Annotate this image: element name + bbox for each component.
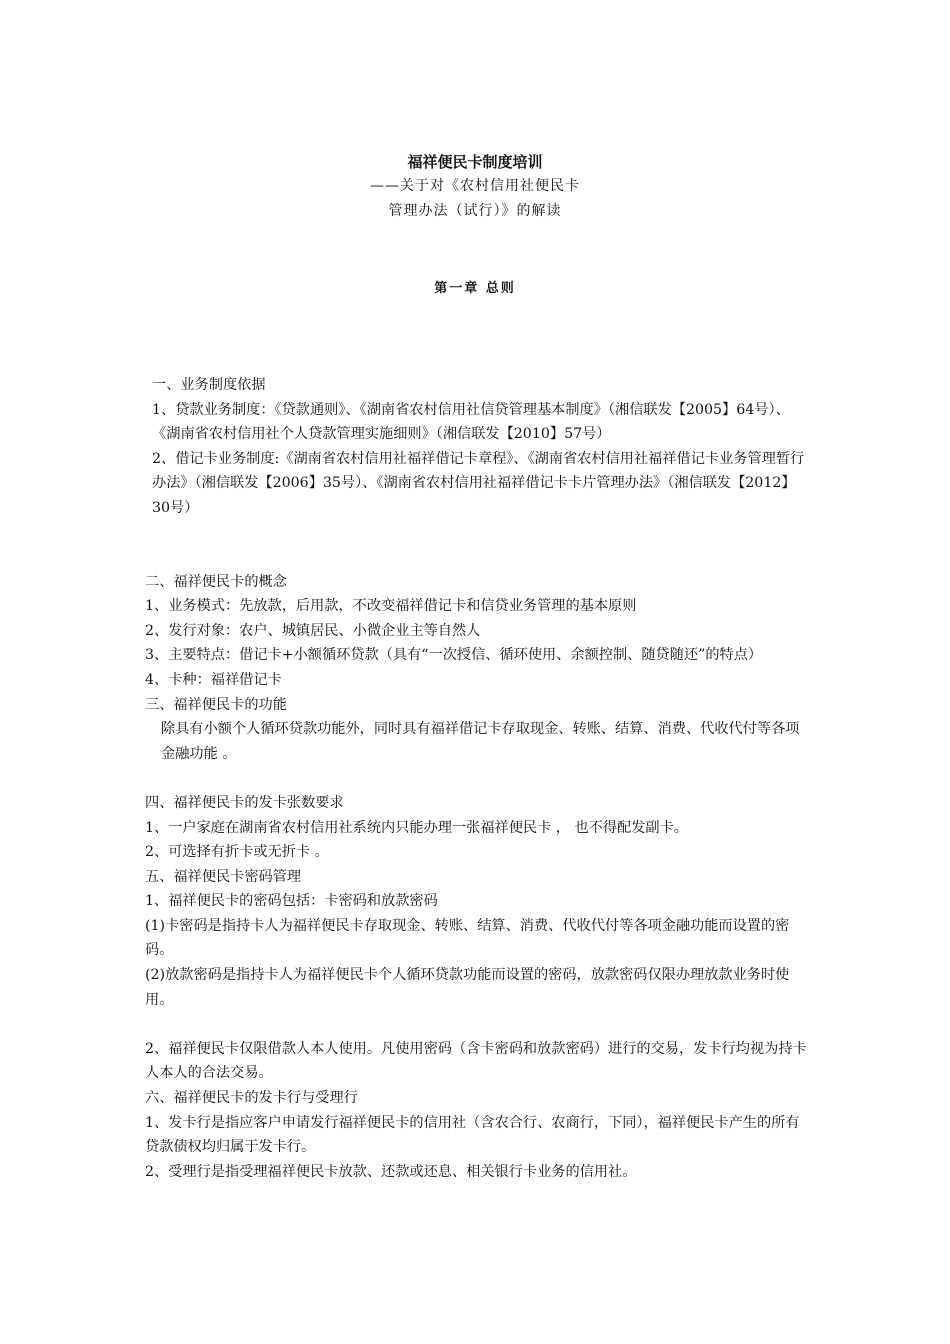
- section-4-heading: 四、福祥便民卡的发卡张数要求: [145, 794, 344, 811]
- section-2-paragraph-3: 3、主要特点：借记卡+小额循环贷款（具有“一次授信、循环使用、余额控制、随贷随还”的特点）: [145, 647, 763, 664]
- section-1-heading: 一、业务制度依据: [152, 377, 266, 393]
- section-5-paragraph-4: 2、福祥便民卡仅限借款人本人使用。凡使用密码（含卡密码和放款密码）进行的交易，发卡行均视为持卡人本人的合法交易。: [145, 1040, 807, 1082]
- section-6-paragraph-1: 1、发卡行是指应客户申请发行福祥便民卡的信用社（含农合行、农商行，下同），福祥便民卡产生的所有贷款债权均归属于发卡行。: [145, 1114, 800, 1156]
- spacer: [145, 1012, 810, 1037]
- document-subtitle-line-2: 管理办法（试行）》的解读: [388, 203, 562, 219]
- section-5-heading: 五、福祥便民卡密码管理: [145, 868, 302, 885]
- section-2-heading: 二、福祥便民卡的概念: [145, 573, 287, 590]
- title-block: [0, 150, 950, 224]
- spacer: [145, 521, 810, 570]
- document-title: 福祥便民卡制度培训: [407, 153, 543, 171]
- section-6-heading: 六、福祥便民卡的发卡行与受理行: [145, 1090, 358, 1107]
- section-2-paragraph-1: 1、业务模式：先放款，后用款，不改变福祥借记卡和信贷业务管理的基本原则: [145, 598, 637, 615]
- section-1-paragraph-1: 1、贷款业务制度：《贷款通则》、《湖南省农村信用社信贷管理基本制度》（湘信联发【2005】64号）、《湖南省农村信用社个人贷款管理实施细则》（湘信联发【2010】57号）: [152, 401, 790, 443]
- document-subtitle-line-1: ——关于对《农村信用社便民卡: [370, 178, 580, 194]
- document-body: [145, 373, 810, 1184]
- section-5-paragraph-3: (2)放款密码是指持卡人为福祥便民卡个人循环贷款功能而设置的密码，放款密码仅限办理放款业务时使用。: [145, 967, 790, 1008]
- chapter-heading: 第一章 总则: [434, 281, 516, 296]
- section-4-paragraph-2: 2、可选择有折卡或无折卡 。: [145, 844, 329, 861]
- section-6-paragraph-2: 2、受理行是指受理福祥便民卡放款、还款或还息、相关银行卡业务的信用社。: [145, 1163, 637, 1180]
- spacer: [145, 766, 810, 791]
- section-1-paragraph-2: 2、借记卡业务制度:《湖南省农村信用社福祥借记卡章程》、《湖南省农村信用社福祥借记卡业务管理暂行办法》（湘信联发【2006】35号）、《湖南省农村信用社福祥借记卡卡片管理办法》（湘信联发【2012】30号）: [152, 450, 805, 516]
- section-4-paragraph-1: 1、一户家庭在湖南省农村信用社系统内只能办理一张福祥便民卡 ， 也不得配发副卡。: [145, 819, 688, 836]
- section-5-paragraph-1: 1、福祥便民卡的密码包括：卡密码和放款密码: [145, 893, 438, 910]
- section-2-paragraph-4: 4、卡种：福祥借记卡: [145, 671, 282, 688]
- section-2-paragraph-2: 2、发行对象：农户、城镇居民、小微企业主等自然人: [145, 622, 481, 639]
- section-5-paragraph-2: (1)卡密码是指持卡人为福祥便民卡存取现金、转账、结算、消费、代收代付等各项金融功能而设置的密码。: [145, 917, 790, 959]
- section-3-heading: 三、福祥便民卡的功能: [145, 696, 287, 713]
- section-3-paragraph-1: 除具有小额个人循环贷款功能外，同时具有福祥借记卡存取现金、转账、结算、消费、代收代付等各项金融功能 。: [161, 721, 800, 762]
